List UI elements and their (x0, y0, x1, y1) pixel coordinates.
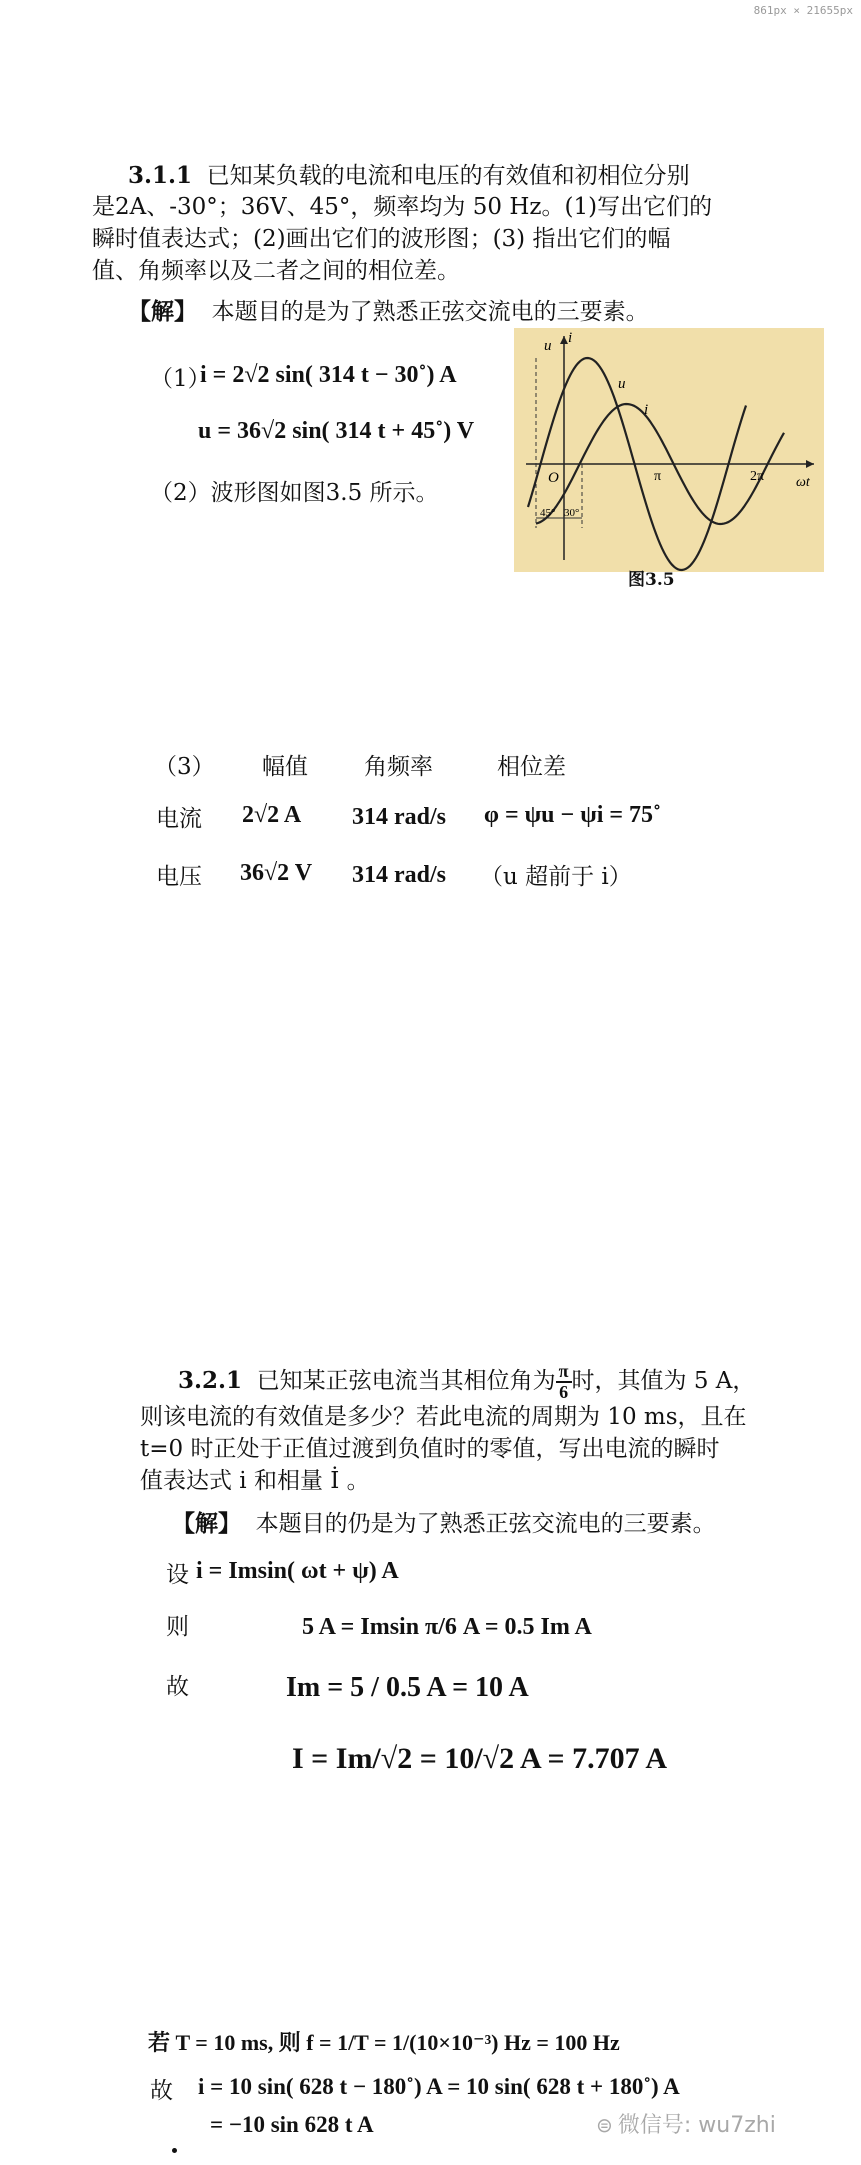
row-voltage-note: （u 超前于 i） (480, 864, 632, 890)
i-curve-label: i (644, 402, 649, 418)
solution-label: 【解】 (172, 1510, 241, 1537)
u-curve-label: u (618, 376, 626, 392)
angle-30-label: 30° (564, 507, 580, 519)
u-axis-label: u (544, 338, 552, 354)
problem-text: 已知某负载的电流和电压的有效值和初相位分别 (206, 163, 690, 189)
problem2-text-line2: 则该电流的有效值是多少？若此电流的周期为 10 ms，且在 (140, 1404, 747, 1430)
row-current-frequency: 314 rad/s (352, 804, 447, 830)
equation-current: i = 2√2 sin( 314 t − 30˚) A (200, 362, 457, 388)
problem-text: 已知某正弦电流当其相位角为 (256, 1367, 556, 1394)
waveform-chart (514, 328, 824, 572)
origin-label: O (548, 470, 559, 486)
two-pi-tick-label: 2π (750, 469, 765, 484)
problem-text: 时，其值为 5 A， (571, 1367, 756, 1394)
row-voltage-frequency: 314 rad/s (352, 862, 447, 888)
row-current-amplitude: 2√2 A (242, 802, 302, 828)
row-current-phase: φ = ψu − ψi = 75˚ (484, 802, 662, 828)
table-header-angular-frequency: 角频率 (364, 754, 433, 780)
problem-3-1-1-line1 (128, 160, 690, 192)
row-voltage-label: 电压 (156, 864, 202, 890)
phase-fraction (556, 1362, 572, 1402)
final-equation-2: = −10 sin 628 t A (210, 2112, 374, 2137)
solution-text: 本题目的是为了熟悉正弦交流电的三要素。 (211, 299, 649, 325)
set-label: 设 (166, 1562, 189, 1588)
wechat-watermark (596, 2108, 776, 2139)
equation-voltage: u = 36√2 sin( 314 t + 45˚) V (198, 418, 475, 444)
fraction-denominator: 6 (559, 1381, 569, 1402)
time-axis-arrow (806, 460, 814, 468)
solution2-line (172, 1508, 716, 1540)
rms-equation: I = Im/√2 = 10/√2 A = 7.707 A (292, 1742, 668, 1775)
then-label: 则 (166, 1614, 189, 1640)
solution-label: 【解】 (128, 298, 197, 325)
im-equation: Im = 5 / 0.5 A = 10 A (286, 1672, 529, 1703)
problem-text-line2: 是2A、-30°；36V、45°，频率均为 50 Hz。(1)写出它们的 (92, 194, 713, 220)
problem-number: 3.2.1 (178, 1366, 243, 1394)
waveform-figure (514, 328, 824, 572)
set-equation: i = Imsin( ωt + ψ) A (196, 1558, 399, 1584)
table-header-step: （3） (154, 754, 215, 780)
solution-line (128, 296, 649, 328)
frequency-equation: 若 T = 10 ms, 则 f = 1/T = 1/(10×10⁻³) Hz = 100 Hz (148, 2030, 620, 2055)
wechat-icon: ⊜ (596, 2113, 613, 2137)
row-current-label: 电流 (156, 806, 202, 832)
step1-label: （1） (150, 366, 211, 392)
problem2-text-line4: 值表达式 i 和相量 İ 。 (140, 1468, 370, 1494)
i-axis-label: i (568, 330, 573, 346)
image-size-label: 861px × 21655px (753, 4, 853, 17)
hence-label: 故 (166, 1674, 189, 1700)
watermark-text: 微信号: wu7zhi (617, 2113, 776, 2138)
final-equation-1: i = 10 sin( 628 t − 180˚) A = 10 sin( 628 t + 180˚) A (198, 2074, 680, 2099)
final-label: 故 (150, 2078, 173, 2104)
problem2-text-line3: t=0 时正处于正值过渡到负值时的零值，写出电流的瞬时 (140, 1436, 720, 1462)
problem-3-2-1-line1 (178, 1362, 755, 1402)
table-header-amplitude: 幅值 (262, 754, 308, 780)
row-voltage-amplitude: 36√2 V (240, 860, 313, 886)
then-equation: 5 A = Imsin π/6 A = 0.5 Im A (302, 1614, 592, 1640)
solution-text: 本题目的仍是为了熟悉正弦交流电的三要素。 (255, 1511, 716, 1537)
problem-text-line3: 瞬时值表达式；(2)画出它们的波形图；(3) 指出它们的幅 (92, 226, 671, 252)
problem-text-line4: 值、角频率以及二者之间的相位差。 (92, 258, 460, 284)
figure-caption: 图3.5 (628, 570, 675, 590)
step2-text: （2）波形图如图3.5 所示。 (150, 480, 439, 506)
table-header-phase-difference: 相位差 (497, 754, 566, 780)
pi-tick-label: π (654, 469, 662, 484)
continuation-dot (172, 2148, 177, 2153)
fraction-numerator: π (556, 1362, 572, 1383)
problem-number: 3.1.1 (128, 162, 193, 189)
angle-45-label: 45° (540, 507, 556, 519)
amplitude-axis-arrow (560, 336, 568, 344)
omega-t-label: ωt (796, 475, 810, 490)
